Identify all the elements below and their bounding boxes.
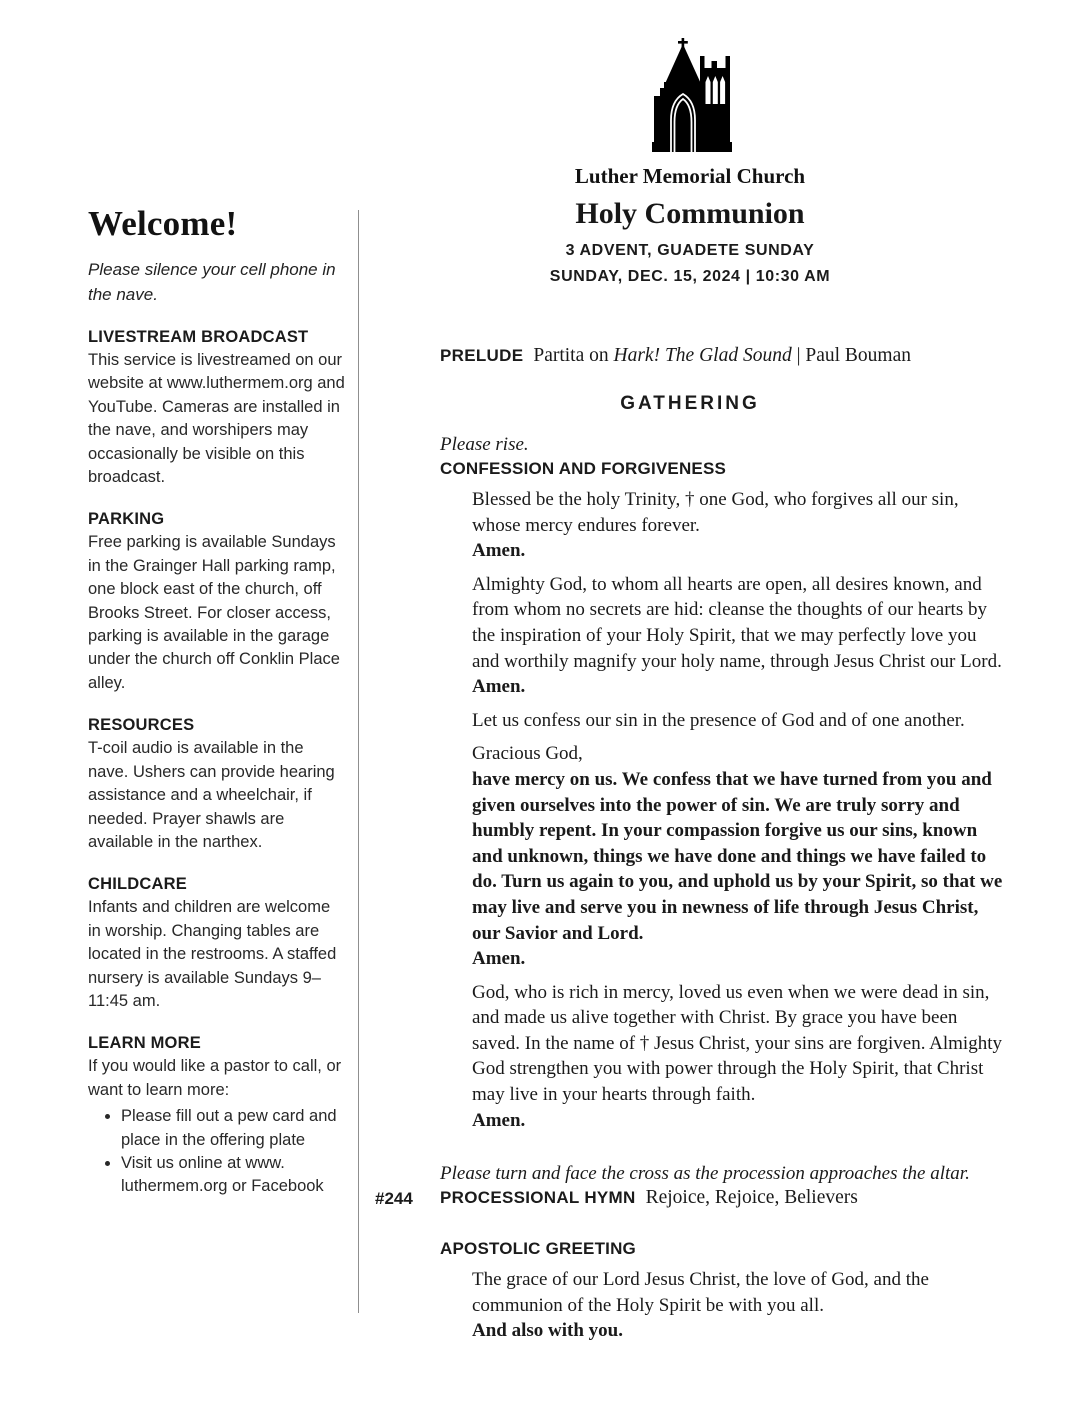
section-heading: CHILDCARE — [88, 875, 187, 894]
service-title: Holy Communion — [575, 197, 805, 230]
prelude-text: Partita on — [533, 345, 614, 366]
section-heading: RESOURCES — [88, 716, 195, 735]
congregation-response: Amen. — [472, 540, 526, 562]
list-item: • Visit us online at www. luthermem.org or Facebook — [121, 1152, 346, 1199]
gathering-heading: GATHERING — [620, 393, 760, 414]
sidebar-section-learn-more — [88, 1034, 346, 1198]
section-body: T-coil audio is available in the nave. Ushers can provide hearing assistance and a wheelchair, if needed. Prayer shawls are available in the narthex. — [88, 739, 335, 851]
congregation-response: Amen. — [472, 676, 526, 698]
liturgy-column — [375, 38, 1006, 1344]
section-heading: LEARN MORE — [88, 1034, 201, 1053]
processional-hymn-line — [375, 1187, 1006, 1209]
silence-phones-note: Please silence your cell phone in the nave. — [88, 260, 336, 304]
sidebar-section-livestream — [88, 328, 346, 489]
sidebar-section-parking — [88, 510, 346, 695]
liturgy-paragraph — [472, 708, 1006, 734]
confession-heading: CONFESSION AND FORGIVENESS — [440, 459, 727, 478]
processional-hymn-label: PROCESSIONAL HYMN — [440, 1188, 636, 1208]
prelude-line — [440, 344, 1006, 367]
leader-text: Let us confess our sin in the presence of God and of one another. — [472, 709, 965, 731]
prelude-composer: | Paul Bouman — [791, 345, 911, 366]
sidebar-title: Welcome! — [88, 204, 238, 243]
congregation-response: And also with you. — [472, 1320, 623, 1342]
hymn-number: #244 — [375, 1189, 413, 1209]
date-line: SUNDAY, DEC. 15, 2024 | 10:30 AM — [549, 268, 831, 285]
section-body: If you would like a pastor to call, or want to learn more: — [88, 1057, 342, 1099]
section-heading: PARKING — [88, 510, 165, 529]
service-season-and-date — [440, 238, 940, 290]
procession-rubric: Please turn and face the cross as the procession approaches the altar. — [440, 1163, 970, 1185]
absolution-paragraph — [472, 980, 1006, 1134]
welcome-sidebar — [88, 204, 346, 1199]
sidebar-section-childcare — [88, 875, 346, 1013]
church-building-icon — [644, 38, 736, 152]
liturgy-paragraph — [472, 572, 1006, 700]
congregation-text: have mercy on us. We confess that we have turned from you and given ourselves into the power of sin. We are truly sorry and humbly repent. In your compassion forgive us our sins, known and unknown, things we have done and things we have failed to do. Turn us again to you, and uphold us by your Spirit, so that we may live and serve you in newness of life through Jesus Christ, our Savior and Lord. — [472, 768, 1003, 944]
leader-text: Gracious God, — [472, 743, 583, 765]
rise-rubric: Please rise. — [440, 434, 529, 455]
column-divider — [358, 210, 359, 1313]
congregation-response: Amen. — [472, 948, 526, 970]
apostolic-greeting-heading: APOSTOLIC GREETING — [440, 1239, 636, 1259]
liturgy-paragraph — [472, 487, 1006, 564]
leader-text: Almighty God, to whom all hearts are open, all desires known, and from whom no secrets are hid: cleanse the thoughts of our hearts by the inspiration of your Holy Spirit, that we may perfectly love you and worthily magnify your holy name, through Jesus Christ our Lord. — [472, 573, 1002, 672]
church-name: Luther Memorial Church — [574, 164, 806, 188]
service-header — [440, 38, 940, 290]
congregation-response: Amen. — [472, 1109, 526, 1131]
section-heading: LIVESTREAM BROADCAST — [88, 328, 309, 346]
confession-prayer — [472, 741, 1006, 971]
leader-text: God, who is rich in mercy, loved us even when we were dead in sin, and made us alive together with Christ. By grace you have been saved. In the name of † Jesus Christ, your sins are forgiven. Almighty God strengthen you with power through the Holy Spirit, that Christ may live in your hearts through faith. — [472, 981, 1002, 1106]
list-item: • Please fill out a pew card and place in the offering plate — [121, 1105, 346, 1152]
greeting-paragraph — [472, 1267, 1006, 1344]
section-body: Free parking is available Sundays in the Grainger Hall parking ramp, one block east of the church, off Brooks Street. For closer access, parking is available in the garage under the church off Conklin Place alley. — [88, 533, 340, 692]
prelude-work-title: Hark! The Glad Sound — [613, 345, 792, 366]
leader-text: The grace of our Lord Jesus Christ, the love of God, and the communion of the Holy Spirit be with you all. — [472, 1269, 929, 1316]
section-body: Infants and children are welcome in worship. Changing tables are located in the restrooms. A staffed nursery is available Sundays 9–11:45 am. — [88, 898, 337, 1010]
sidebar-section-resources — [88, 716, 346, 854]
hymn-title: Rejoice, Rejoice, Believers — [645, 1187, 858, 1209]
season-line: 3 ADVENT, GUADETE SUNDAY — [565, 242, 815, 259]
prelude-label: PRELUDE — [440, 346, 524, 365]
learn-more-list — [88, 1105, 346, 1199]
leader-text: Blessed be the holy Trinity, † one God, who forgives all our sin, whose mercy endures forever. — [472, 489, 959, 536]
section-body: This service is livestreamed on our website at www.luthermem.org and YouTube. Cameras are installed in the nave, and worshipers may occasionally be visible on this broadcast. — [88, 351, 345, 487]
